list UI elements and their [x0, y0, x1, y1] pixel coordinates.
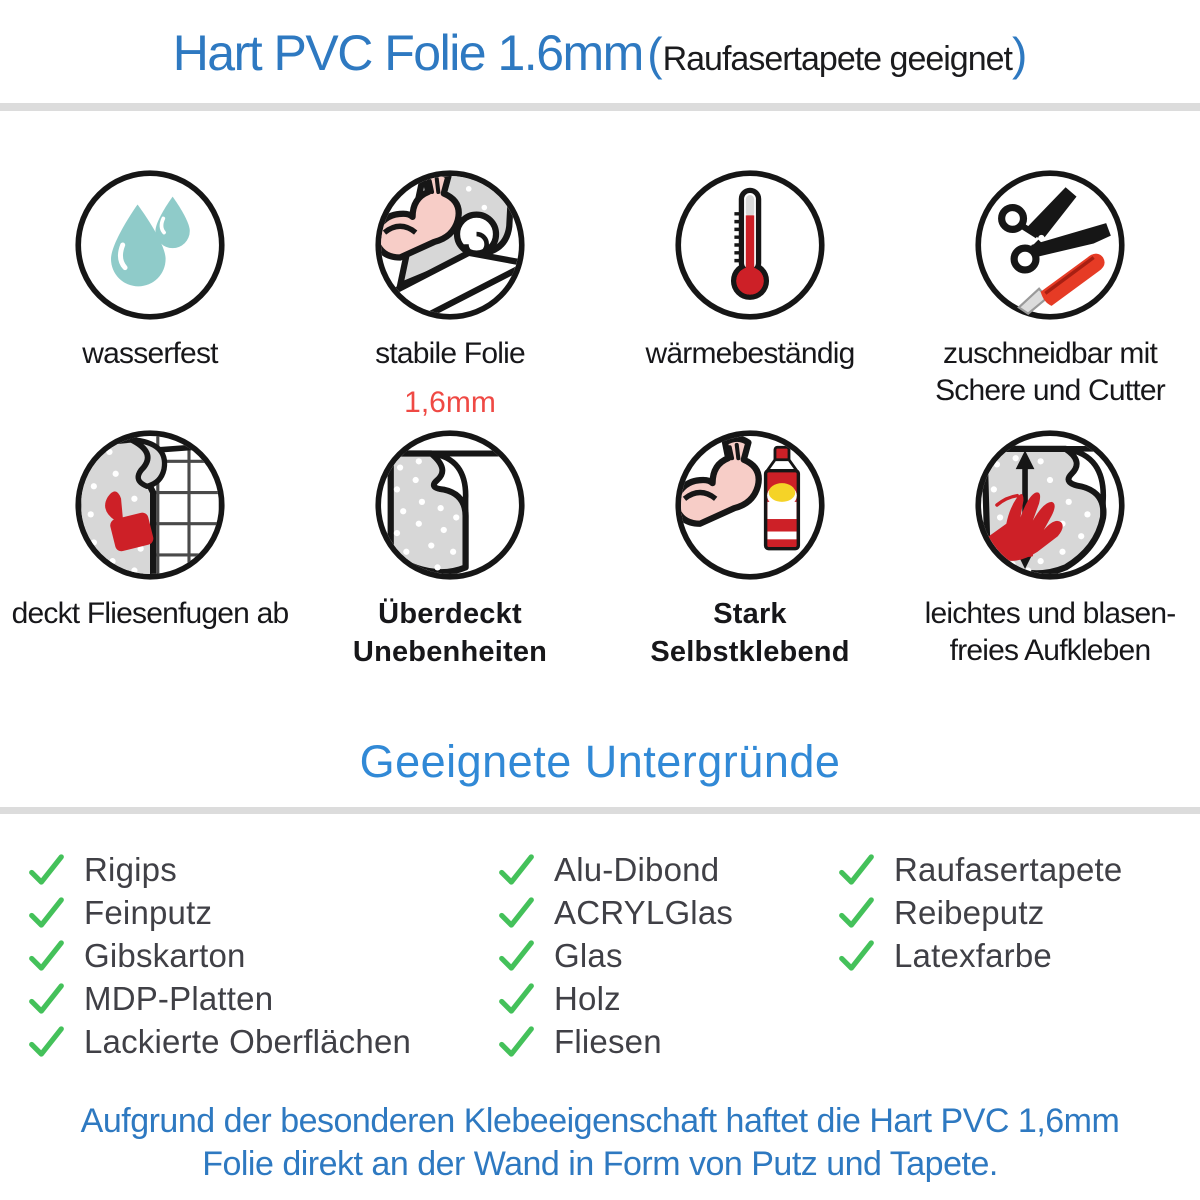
surface-label: Gibskarton — [84, 936, 246, 974]
surface-label: Reibeputz — [894, 893, 1045, 931]
surface-label: Holz — [554, 979, 621, 1017]
muscle-film-icon — [372, 167, 528, 323]
checkmark-icon — [838, 851, 875, 888]
surface-label: Rigips — [84, 850, 177, 888]
checkmark-icon — [28, 937, 65, 974]
feature-caption: wärmebeständig — [645, 337, 855, 370]
checkmark-icon — [838, 894, 875, 931]
feature-caption: Stark Selbstklebend — [650, 598, 850, 668]
checkmark-icon — [28, 894, 65, 931]
feature-caption: wasserfest — [82, 337, 218, 370]
checkmark-icon — [498, 894, 535, 931]
list-item — [498, 934, 838, 977]
feature-caption: zuschneidbar mit Schere und Cutter — [935, 337, 1165, 407]
list-item — [498, 848, 838, 891]
list-item — [28, 848, 498, 891]
list-item — [838, 848, 1122, 891]
list-item — [838, 891, 1122, 934]
feature-row-2 — [0, 427, 1200, 671]
surface-label: Lackierte Oberflächen — [84, 1022, 412, 1060]
folded-film-icon — [372, 427, 528, 583]
page-title-paren-close: ) — [1011, 28, 1028, 80]
divider-bar-section — [0, 807, 1200, 814]
page-title-subtitle: Raufasertapete geeignet — [662, 40, 1012, 78]
list-item — [498, 977, 838, 1020]
surface-column-2 — [498, 848, 838, 1063]
surface-column-3 — [838, 848, 1122, 1063]
list-item — [498, 891, 838, 934]
checkmark-icon — [498, 851, 535, 888]
checkmark-icon — [28, 980, 65, 1017]
feature-caption: stabile Folie — [375, 337, 525, 370]
checkmark-icon — [838, 937, 875, 974]
checkmark-icon — [28, 851, 65, 888]
tile-thumb-icon — [72, 427, 228, 583]
surface-label: Fliesen — [554, 1022, 662, 1060]
checkmark-icon — [498, 1023, 535, 1060]
list-item — [28, 934, 498, 977]
checkmark-icon — [498, 937, 535, 974]
muscle-glue-icon — [672, 427, 828, 583]
feature-self-adhesive — [600, 427, 900, 671]
list-item — [28, 1020, 498, 1063]
feature-covers-unevenness — [300, 427, 600, 671]
footer-line-2: Folie direkt an der Wand in Form von Putz und Tapete. — [202, 1145, 998, 1183]
divider-bar-top — [0, 103, 1200, 111]
surface-label: MDP-Platten — [84, 979, 274, 1017]
feature-waterproof — [0, 167, 300, 421]
surface-label: Raufasertapete — [894, 850, 1123, 888]
feature-heat-resistant — [600, 167, 900, 421]
checkmark-icon — [28, 1023, 65, 1060]
feature-caption: Überdeckt Unebenheiten — [352, 598, 548, 668]
surface-label: Glas — [554, 936, 623, 974]
feature-cuttable — [900, 167, 1200, 421]
checkmark-icon — [498, 980, 535, 1017]
feature-bubble-free — [900, 427, 1200, 671]
feature-caption: deckt Fliesenfugen ab — [11, 597, 289, 630]
surface-label: Alu-Dibond — [554, 850, 720, 888]
list-item — [28, 891, 498, 934]
list-item — [498, 1020, 838, 1063]
feature-row-1 — [0, 167, 1200, 421]
footer-note — [0, 1100, 1200, 1186]
suitable-surfaces-list — [28, 848, 1122, 1063]
feature-covers-tile-joints — [0, 427, 300, 671]
hand-film-icon — [972, 427, 1128, 583]
section-heading: Geeignete Untergründe — [359, 736, 841, 787]
page-title-paren-open: ( — [647, 28, 663, 80]
surface-label: ACRYLGlas — [554, 893, 734, 931]
page-title — [0, 24, 1200, 82]
water-drops-icon — [72, 167, 228, 323]
page-title-main: Hart PVC Folie 1.6mm — [172, 25, 643, 81]
surface-label: Feinputz — [84, 893, 213, 931]
feature-thickness-label: 1,6mm — [404, 386, 496, 419]
scissors-cutter-icon — [972, 167, 1128, 323]
footer-line-1: Aufgrund der besonderen Klebeeigenschaft haftet die Hart PVC 1,6mm — [80, 1102, 1120, 1140]
list-item — [838, 934, 1122, 977]
feature-stable-film — [300, 167, 600, 421]
surface-label: Latexfarbe — [894, 936, 1052, 974]
surface-column-1 — [28, 848, 498, 1063]
list-item — [28, 977, 498, 1020]
feature-caption: leichtes und blasen- freies Aufkleben — [924, 597, 1176, 667]
thermometer-icon — [672, 167, 828, 323]
